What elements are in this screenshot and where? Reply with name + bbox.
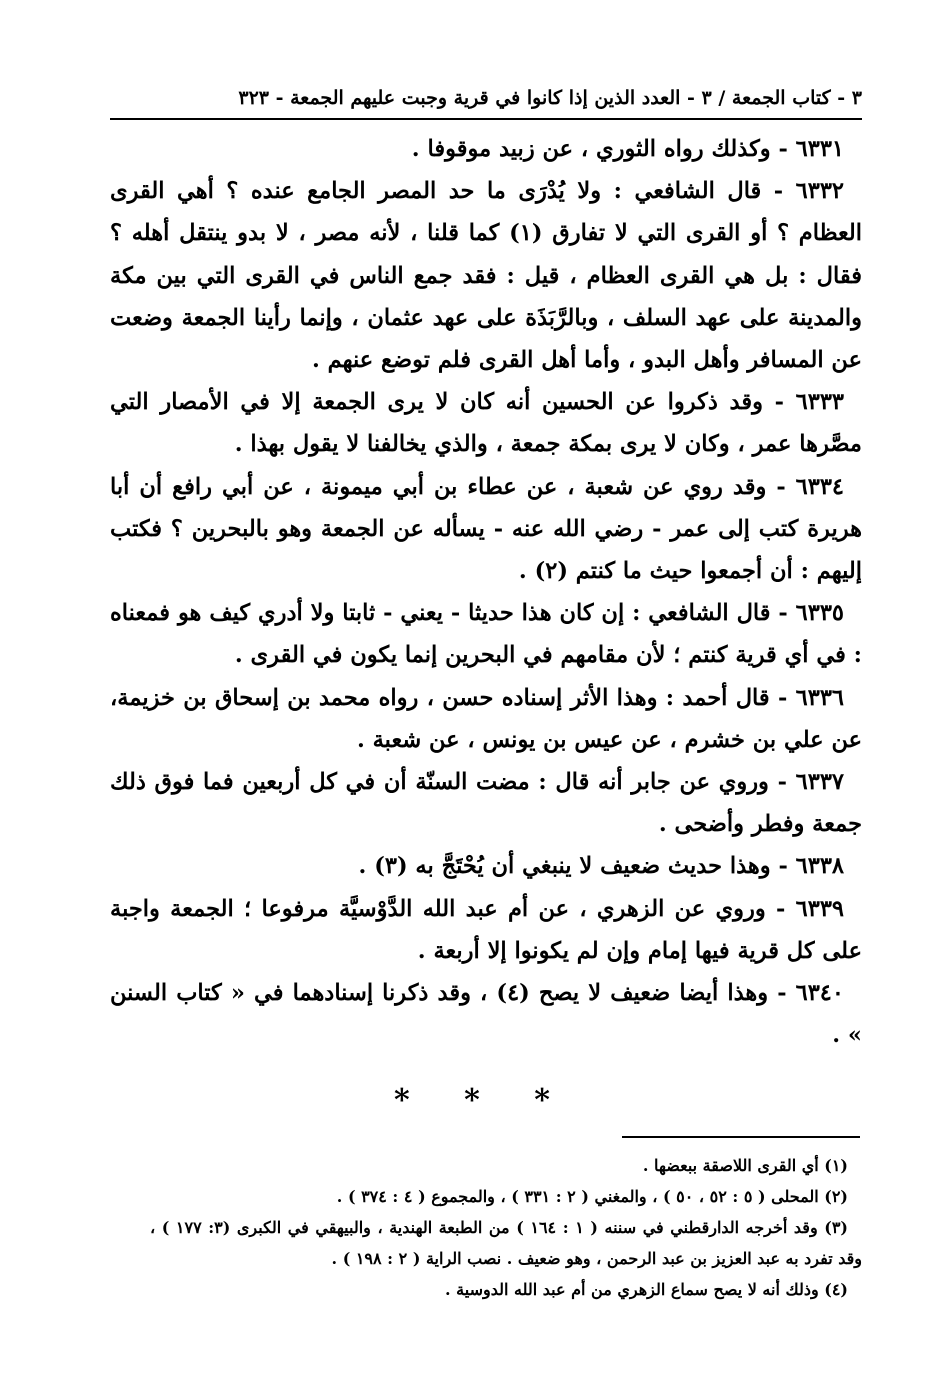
separator-star: * bbox=[393, 1083, 410, 1118]
paragraph-6335: ٦٣٣٥ - قال الشافعي : إن كان هذا حديثا - يعني - ثابتا ولا أدري كيف هو فمعناه : في أي قرية كنتم ؛ لأن مقامهم في البحرين إنما يكون في القرى . bbox=[110, 600, 862, 669]
paragraph-6331: ٦٣٣١ - وكذلك رواه الثوري ، عن زبيد موقوفا . bbox=[411, 136, 844, 162]
footnotes bbox=[150, 1150, 862, 1305]
paragraph-6333: ٦٣٣٣ - وقد ذكروا عن الحسين أنه كان لا يرى الجمعة إلا في الأمصار التي مصَّرها عمر ، وكان لا يرى بمكة جمعة ، والذي يخالفنا لا يقول بهذا . bbox=[110, 389, 862, 458]
footnote-4: (٤) وذلك أنه لا يصح سماع الزهري من أم عبد الله الدوسية . bbox=[445, 1280, 848, 1299]
footnote-2: (٢) المحلى ( ٥ : ٥٢ ، ٥٠ ) ، والمغني ( ٢ : ٣٣١ ) ، والمجموع ( ٤ : ٣٧٤ ) . bbox=[336, 1187, 848, 1206]
paragraph-6340: ٦٣٤٠ - وهذا أيضا ضعيف لا يصح (٤) ، وقد ذكرنا إسنادهما في « كتاب السنن » . bbox=[110, 980, 862, 1049]
paragraph-6336: ٦٣٣٦ - قال أحمد : وهذا الأثر إسناده حسن ، رواه محمد بن إسحاق بن خزيمة، عن علي بن خشرم ، عن عيس بن يونس ، عن شعبة . bbox=[110, 684, 862, 753]
footnote-1: (١) أي القرى اللاصقة ببعضها . bbox=[642, 1156, 848, 1175]
footnote-3: (٣) وقد أخرجه الدارقطني في سننه ( ١ : ١٦٤ ) من الطبعة الهندية ، والبيهقي في الكبرى (٣: ١٧٧ ) ، وقد تفرد به عبد العزيز بن عبد الرحمن ، وهو ضعيف . نصب الراية ( ٢ : ١٩٨ ) . bbox=[150, 1218, 862, 1268]
footnote-rule bbox=[622, 1136, 860, 1138]
paragraph-6334: ٦٣٣٤ - وقد روي عن شعبة ، عن عطاء بن أبي ميمونة ، عن أبي رافع أن أبا هريرة كتب إلى عمر - رضي الله عنه - يسأله عن الجمعة وهو بالبحرين ؟ فكتب إليهم : أن أجمعوا حيث ما كنتم (٢) . bbox=[110, 473, 862, 585]
separator-star: * bbox=[534, 1083, 550, 1118]
paragraph-6332: ٦٣٣٢ - قال الشافعي : ولا يُدْرَى ما حد المصر الجامع عنده ؟ أهي القرى العظام ؟ أو القرى التي لا تفارق (١) كما قلنا ، لأنه مصر ، لا بدو ينتقل أهله ؟ فقال : بل هي القرى العظام ، قيل : فقد جمع الناس في القرى التي بين مكة والمدينة على عهد السلف ، وبالرَّبَذَة على عهد عثمان ، وإنما رأينا الجمعة وضعت عن المسافر وأهل البدو ، وأما أهل القرى فلم توضع عنهم . bbox=[110, 178, 863, 374]
paragraph-6339: ٦٣٣٩ - وروي عن الزهري ، عن أم عبد الله الدَّوْسيَّة مرفوعا ؛ الجمعة واجبة على كل قرية فيها إمام وإن لم يكونوا إلا أربعة . bbox=[110, 895, 862, 964]
page-body bbox=[110, 78, 862, 1056]
paragraph-6338: ٦٣٣٨ - وهذا حديث ضعيف لا ينبغي أن يُحْتَجَّ به (٣) . bbox=[358, 853, 844, 880]
running-header bbox=[110, 78, 862, 120]
paragraph-6337: ٦٣٣٧ - وروي عن جابر أنه قال : مضت السنّة أن في كل أربعين فما فوق ذلك جمعة وفطر وأضحى . bbox=[110, 769, 862, 838]
separator-star: * bbox=[464, 1083, 480, 1118]
main-text bbox=[110, 128, 862, 1056]
section-separator bbox=[0, 1083, 944, 1118]
running-head-text: ٣ - كتاب الجمعة / ٣ - العدد الذين إذا كانوا في قرية وجبت عليهم الجمعة - ٣٢٣ bbox=[238, 87, 862, 109]
